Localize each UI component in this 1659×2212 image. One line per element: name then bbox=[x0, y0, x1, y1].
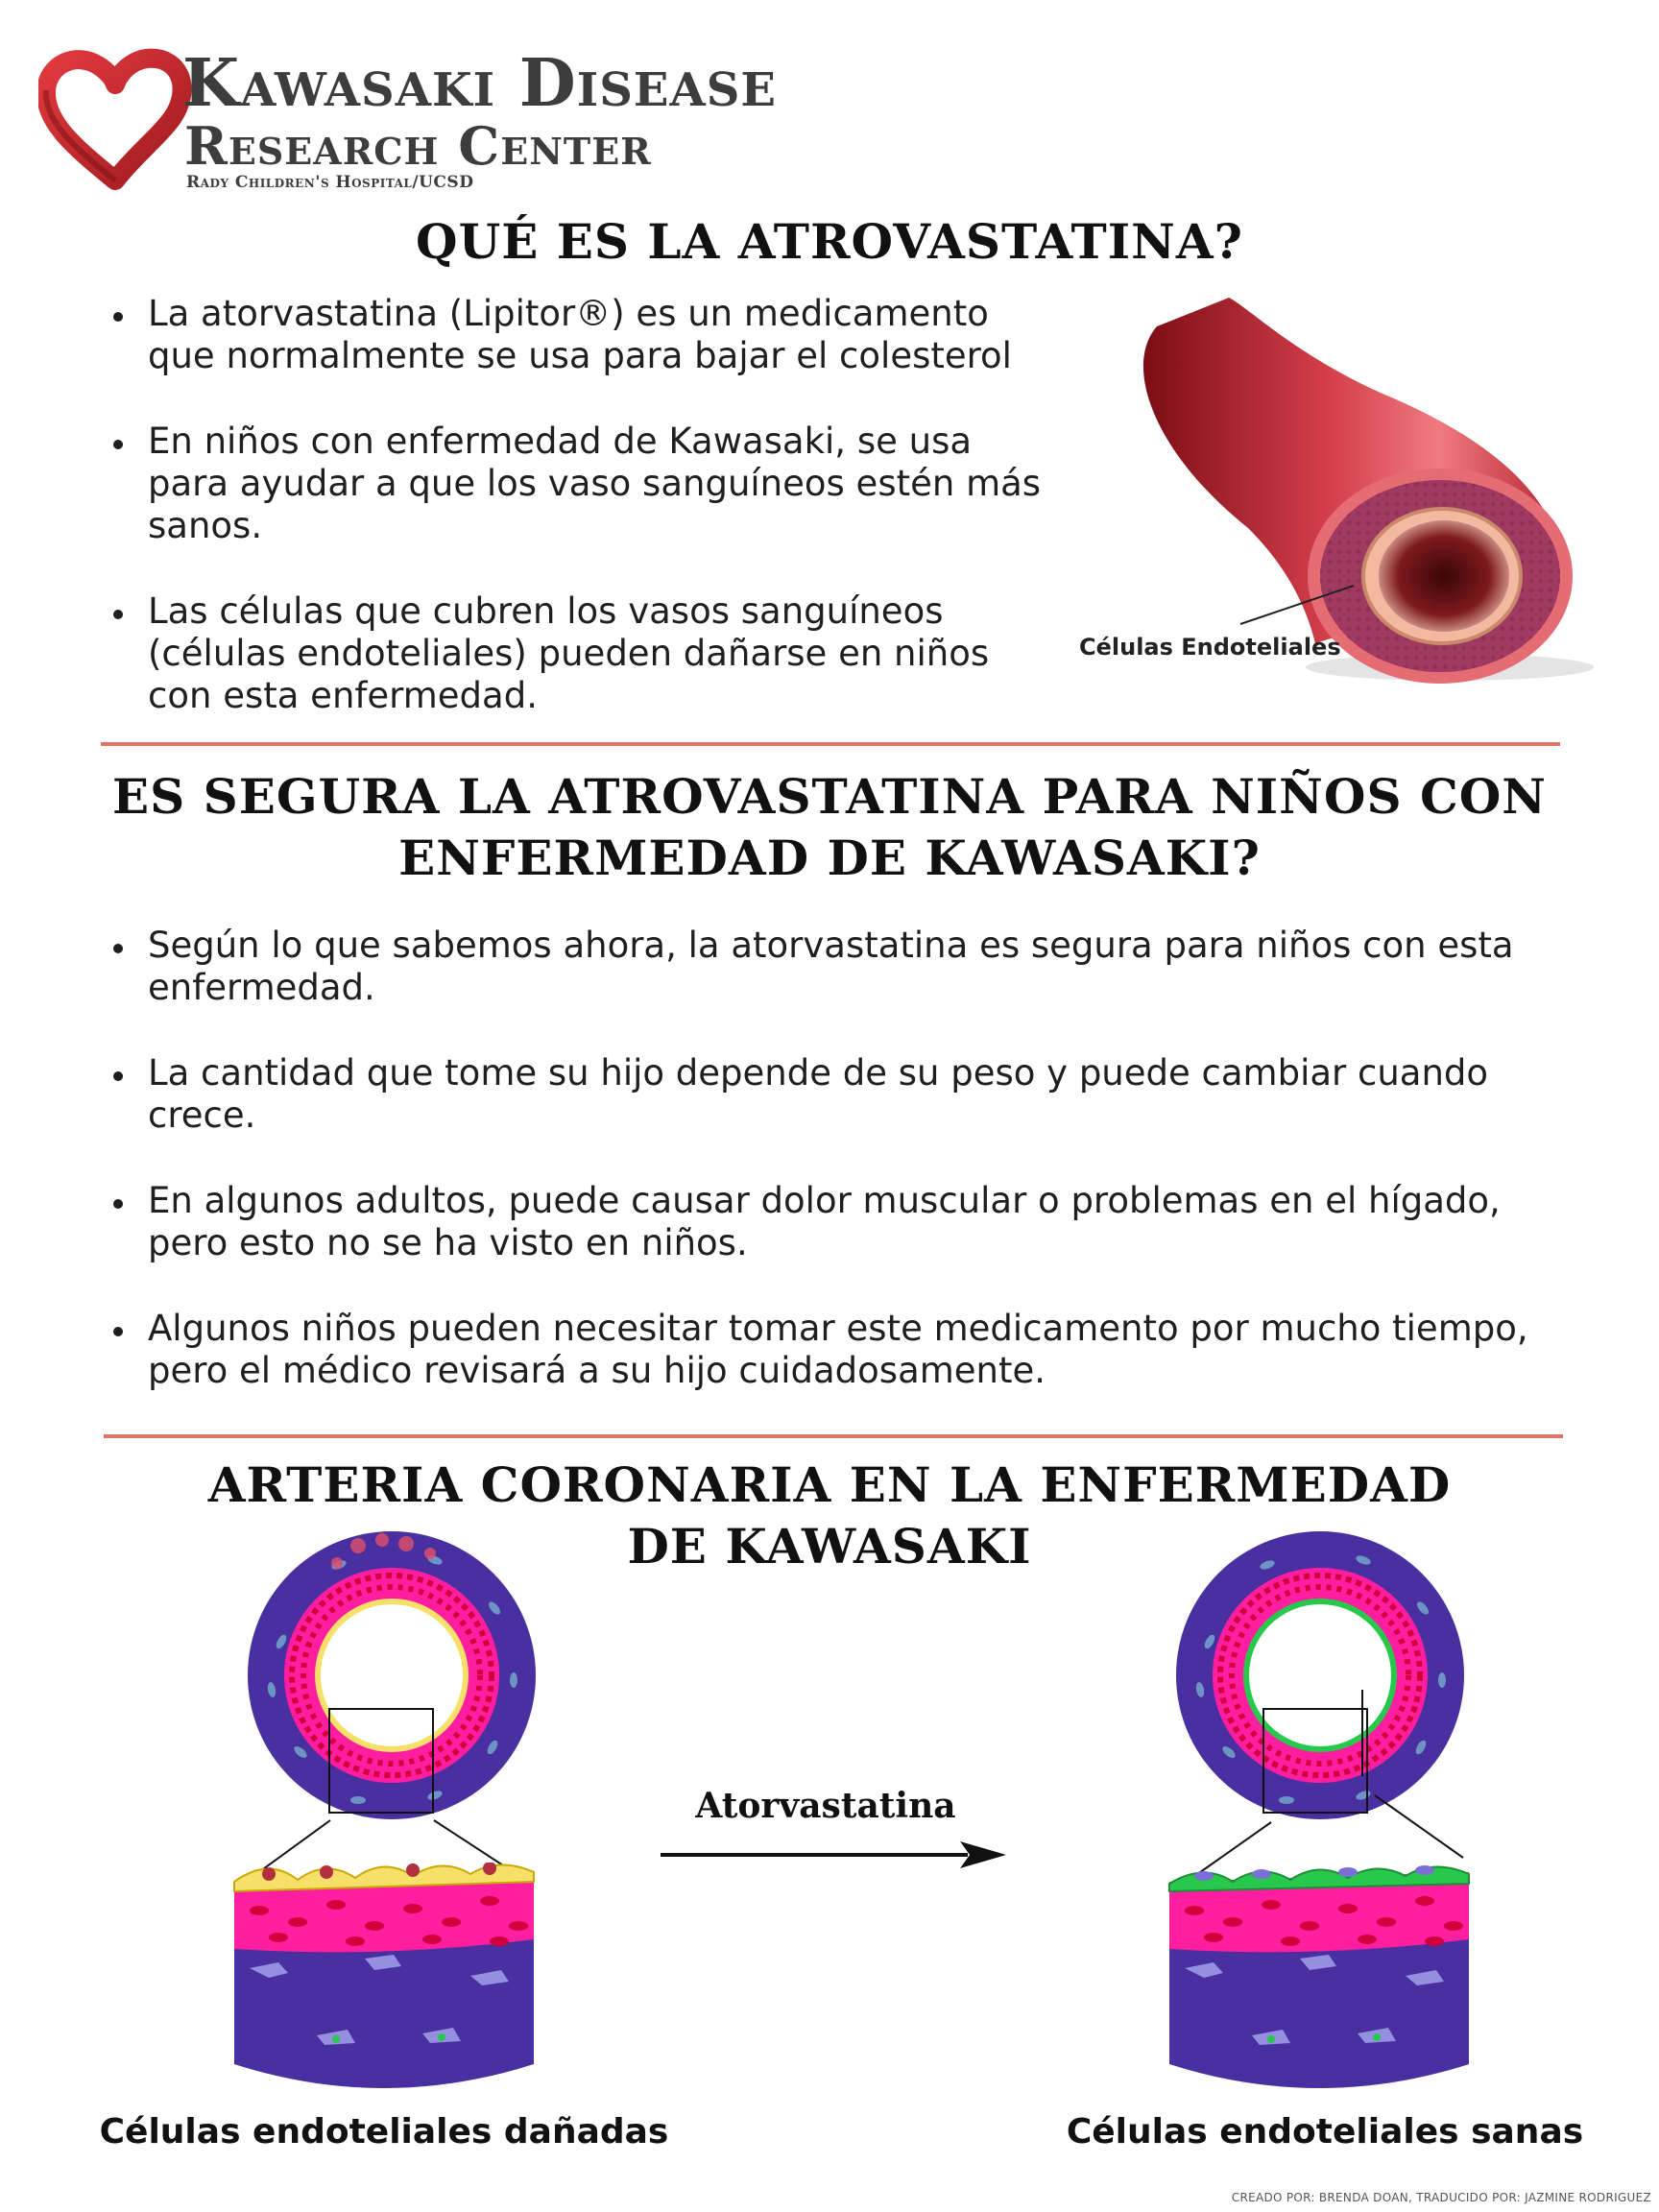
zoom-lines-right bbox=[1166, 1690, 1511, 1891]
arrow-label: Atorvastatina bbox=[695, 1786, 956, 1826]
credits: CREADO POR: BRENDA DOAN, TRADUCIDO POR: JAZMINE RODRIGUEZ bbox=[1231, 2191, 1651, 2204]
healthy-endothelium-closeup bbox=[1166, 1863, 1473, 2103]
section-title-coronary: ARTERIA CORONARIA EN LA ENFERMEDAD DE KAWASAKI bbox=[207, 1456, 1452, 1575]
list-item: En algunos adultos, puede causar dolor muscular o problemas en el hígado, pero esto no se ha visto en niños. bbox=[106, 1180, 1575, 1264]
blood-vessel-illustration bbox=[1066, 288, 1603, 691]
list-item: La cantidad que tome su hijo depende de su peso y puede cambiar cuando crece. bbox=[106, 1052, 1575, 1137]
section-divider bbox=[101, 742, 1560, 746]
list-item: La atorvastatina (Lipitor®) es un medicamento que normalmente se usa para bajar el colesterol bbox=[106, 293, 1056, 377]
damaged-endothelium-closeup bbox=[230, 1863, 538, 2103]
heart-logo-icon bbox=[38, 48, 192, 192]
list-item: En niños con enfermedad de Kawasaki, se usa para ayudar a que los vaso sanguíneos estén más sanos. bbox=[106, 421, 1056, 547]
right-arrow-icon bbox=[661, 1836, 1006, 1874]
caption-healthy: Células endoteliales sanas bbox=[1066, 2112, 1584, 2152]
section-title-what: QUÉ ES LA ATROVASTATINA? bbox=[416, 213, 1243, 270]
section-divider bbox=[104, 1434, 1563, 1438]
damaged-artery-cross-section bbox=[243, 1527, 541, 1824]
logo-subtitle: Research Center bbox=[184, 115, 652, 177]
list-item: Las células que cubren los vasos sanguíneos (células endoteliales) pueden dañarse en niños con esta enfermedad. bbox=[106, 590, 1056, 717]
logo-hospital: Rady Children's Hospital/UCSD bbox=[186, 173, 474, 192]
caption-damaged: Células endoteliales dañadas bbox=[99, 2112, 669, 2152]
bullet-list-what bbox=[106, 293, 1056, 760]
bullet-list-safety bbox=[106, 925, 1575, 1435]
section-title-safety: ES SEGURA LA ATROVASTATINA PARA NIÑOS CON ENFERMEDAD DE KAWASAKI? bbox=[111, 768, 1548, 886]
vessel-label: Células Endoteliales bbox=[1079, 634, 1341, 661]
list-item: Algunos niños pueden necesitar tomar este medicamento por mucho tiempo, pero el médico revisará a su hijo cuidadosamente. bbox=[106, 1308, 1575, 1392]
logo-title: Kawasaki Disease bbox=[182, 45, 777, 122]
list-item: Según lo que sabemos ahora, la atorvastatina es segura para niños con esta enfermedad. bbox=[106, 925, 1575, 1009]
logo bbox=[38, 45, 845, 192]
